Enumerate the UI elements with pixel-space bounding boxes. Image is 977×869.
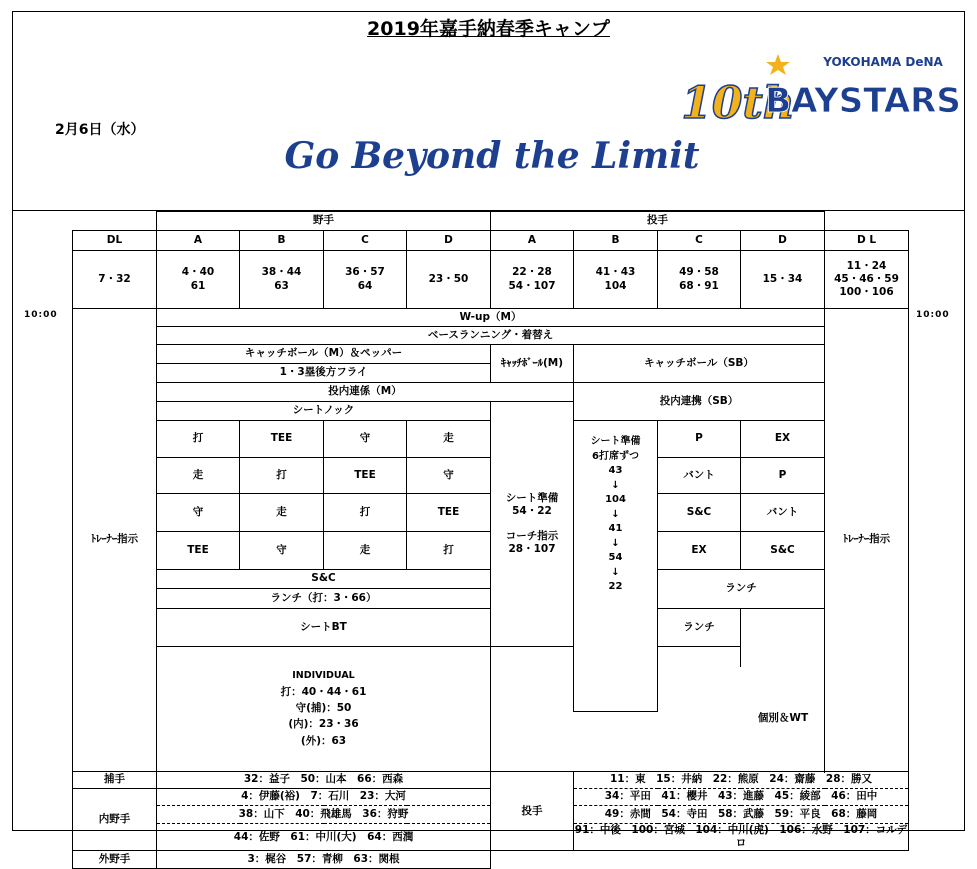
rotation-cell: 守	[157, 494, 240, 532]
rotation-cell: 打	[407, 532, 491, 570]
pitcher-cd-cell: バント	[658, 458, 741, 494]
blank-cell	[491, 647, 574, 772]
pitcher-list-3: 49：赤間 54：寺田 58：武藤 59：平良 68：藤岡	[574, 806, 909, 824]
rotation-cell: TEE	[324, 458, 407, 494]
pitcher-list-2: 34：平田 41：櫻井 43：進藤 45：綾部 46：田中	[574, 789, 909, 806]
baystars-logo	[681, 52, 961, 132]
catch-m-pitcher: ｷｬｯﾁﾎﾞｰﾙ(M)	[491, 345, 574, 383]
numbers-pitcher-dl: 11・24 45・46・59 100・106	[825, 251, 909, 309]
date-label: 2月6日（水）	[55, 122, 145, 138]
rotation-cell: 走	[407, 421, 491, 458]
col-fielder-a: A	[157, 231, 240, 251]
rotation-cell: 守	[407, 458, 491, 494]
col-pitcher-c: C	[658, 231, 741, 251]
base-running-row: ベースランニング・着替え	[157, 327, 825, 345]
sheet-bt-row: シートBT	[157, 609, 491, 647]
col-fielder-c: C	[324, 231, 407, 251]
pitcher-cd-cell: S&C	[741, 532, 825, 570]
col-pitcher-a: A	[491, 231, 574, 251]
pitcher-a-sheet-prep: シート準備 54・22 コーチ指示 28・107	[491, 402, 574, 647]
infield-list-2: 38：山下 40：飛雄馬 36：狩野	[157, 806, 491, 824]
outfield-list: 3：梶谷 57：青柳 63：関根	[157, 851, 491, 869]
trainer-right: ﾄﾚｰﾅｰ指示	[825, 309, 909, 772]
numbers-fielder-c: 36・57 64	[324, 251, 407, 309]
trainer-left: ﾄﾚｰﾅｰ指示	[73, 309, 157, 772]
time-right: 10:00	[916, 310, 950, 320]
slogan-logo	[284, 126, 700, 186]
pitcher-list-4: 91：中後 100：宮城 104：中川(虎) 106：水野 107：コルデロ	[574, 824, 908, 850]
pitcher-cd-cell: P	[741, 458, 825, 494]
star-icon	[766, 54, 790, 75]
col-fielder-d: D	[407, 231, 491, 251]
schedule-table	[72, 211, 909, 869]
fly-row: 1・3塁後方フライ	[157, 364, 491, 383]
col-pitcher-dl: D L	[825, 231, 909, 251]
outfield-label: 外野手	[73, 851, 157, 869]
numbers-fielder-b: 38・44 63	[240, 251, 324, 309]
catcher-label: 捕手	[73, 772, 157, 789]
infield-list-1: 4：伊藤(裕) 7：石川 23：大河	[157, 789, 491, 806]
lunch-fielders-row: ランチ（打：3・66）	[157, 589, 491, 609]
numbers-pitcher-c: 49・58 68・91	[658, 251, 741, 309]
relay-m-row: 投内連係（M）	[157, 383, 574, 402]
pitcher-cd-cell: EX	[741, 421, 825, 458]
lunch-pitcher-cd: ランチ	[658, 570, 825, 609]
blank-cell	[491, 851, 909, 869]
lunch-pitcher-a: ランチ	[658, 609, 741, 647]
infield-list-3: 44：佐野 61：中川(大) 64：西潤	[157, 824, 491, 851]
catch-sb-pitcher: キャッチボール（SB）	[574, 345, 825, 383]
pitcher-cd-cell: バント	[741, 494, 825, 532]
pitcher-b-sheet-prep: シート準備 6打席ずつ 43 ↓ 104 ↓ 41 ↓ 54 ↓ 22	[574, 421, 658, 712]
numbers-dl: 7・32	[73, 251, 157, 309]
rotation-cell: TEE	[157, 532, 240, 570]
numbers-fielder-a: 4・40 61	[157, 251, 240, 309]
catch-pepper-row: キャッチボール（M）＆ペッパー	[157, 345, 491, 364]
rotation-cell: TEE	[240, 421, 324, 458]
rotation-cell: 守	[240, 532, 324, 570]
group-fielders: 野手	[157, 212, 491, 231]
pitcher-roster-label: 投手	[491, 772, 574, 851]
rotation-cell: 打	[240, 458, 324, 494]
col-pitcher-d: D	[741, 231, 825, 251]
catcher-list: 32：益子 50：山本 66：西森	[157, 772, 491, 789]
blank-cell	[741, 609, 909, 667]
rotation-cell: 守	[324, 421, 407, 458]
pitcher-cd-cell: P	[658, 421, 741, 458]
pitcher-cd-cell: EX	[658, 532, 741, 570]
sc-row: S&C	[157, 570, 491, 589]
logo-small-text: YOKOHAMA DeNA	[823, 55, 943, 69]
logo-name-text: BAYSTARS	[765, 81, 961, 121]
rotation-cell: 打	[324, 494, 407, 532]
logo-tenth-text: 10th	[681, 78, 795, 129]
pitcher-list-1: 11：東 15：井納 22：熊原 24：齋藤 28：勝又	[574, 772, 909, 789]
individual-block: INDIVIDUAL 打：40・44・61 守(捕)：50 (内)：23・36 (外)：63	[157, 647, 491, 772]
col-dl: DL	[73, 231, 157, 251]
rotation-cell: 走	[157, 458, 240, 494]
individual-wt-block: 個別＆WT	[658, 667, 909, 772]
numbers-fielder-d: 23・50	[407, 251, 491, 309]
rotation-cell: 走	[324, 532, 407, 570]
sheet-knock-row: シートノック	[157, 402, 491, 421]
page-title: 2019年嘉手納春季キャンプ	[367, 18, 610, 40]
numbers-pitcher-d: 15・34	[741, 251, 825, 309]
col-pitcher-b: B	[574, 231, 658, 251]
group-pitchers: 投手	[491, 212, 825, 231]
rotation-cell: 走	[240, 494, 324, 532]
col-fielder-b: B	[240, 231, 324, 251]
rotation-cell: 打	[157, 421, 240, 458]
pitcher-cd-cell: S&C	[658, 494, 741, 532]
slogan-text: Go Beyond the Limit	[284, 135, 700, 177]
wup-row: W-up（M）	[157, 309, 825, 327]
rotation-cell: TEE	[407, 494, 491, 532]
relay-sb-pitcher: 投内連携（SB）	[574, 383, 825, 421]
infield-label: 内野手	[73, 789, 157, 851]
numbers-pitcher-b: 41・43 104	[574, 251, 658, 309]
numbers-pitcher-a: 22・28 54・107	[491, 251, 574, 309]
time-left: 10:00	[24, 310, 58, 320]
